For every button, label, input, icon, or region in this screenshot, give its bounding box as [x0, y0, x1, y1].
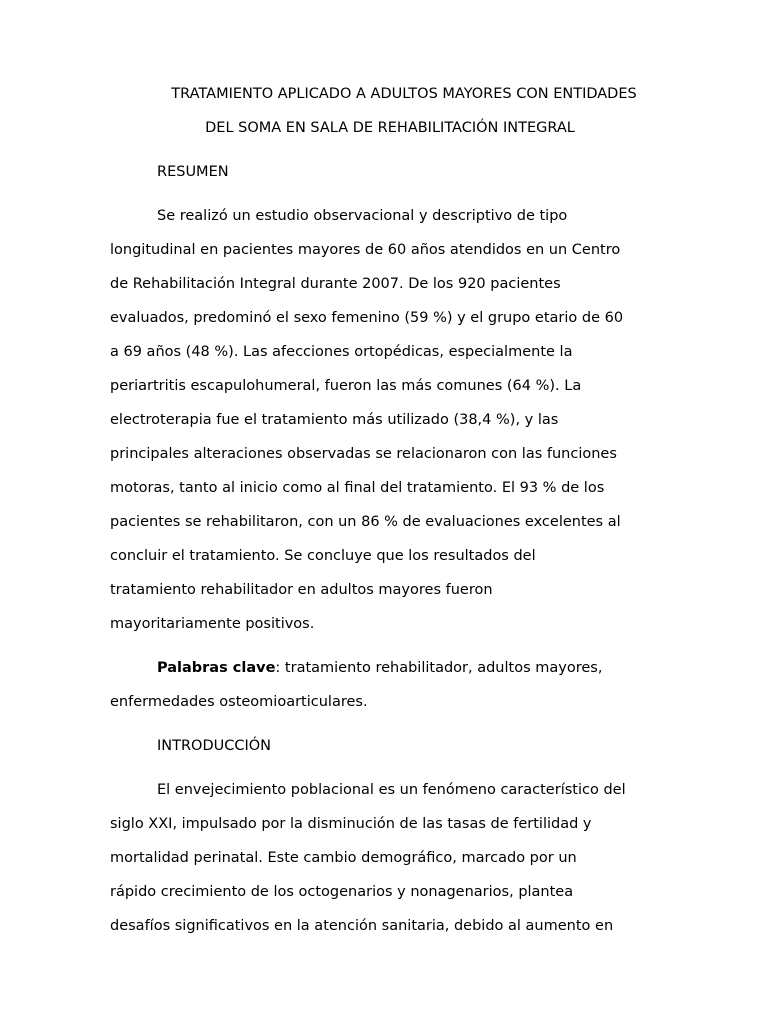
document-page	[110, 0, 670, 1024]
text-line: rápido crecimiento de los octogenarios y nonagenarios, plantea	[110, 884, 574, 900]
text-line: pacientes se rehabilitaron, con un 86 % de evaluaciones excelentes al	[110, 514, 621, 530]
text-line: mayoritariamente positivos.	[110, 616, 315, 632]
introduccion-heading: INTRODUCCIÓN	[157, 738, 272, 754]
keywords-text: : tratamiento rehabilitador, adultos mayores,	[275, 660, 603, 676]
keywords-label: Palabras clave	[157, 660, 276, 676]
document-title-line-1: TRATAMIENTO APLICADO A ADULTOS MAYORES CON ENTIDADES	[171, 86, 637, 102]
text-line: Se realizó un estudio observacional y descriptivo de tipo	[157, 208, 568, 224]
text-line: desafíos significativos en la atención sanitaria, debido al aumento en	[110, 918, 614, 934]
text-line: evaluados, predominó el sexo femenino (59 %) y el grupo etario de 60	[110, 310, 624, 326]
keywords-line-2: enfermedades osteomioarticulares.	[110, 694, 368, 710]
text-line: a 69 años (48 %). Las afecciones ortopédicas, especialmente la	[110, 344, 573, 360]
text-line: motoras, tanto al inicio como al final del tratamiento. El 93 % de los	[110, 480, 605, 496]
text-line: mortalidad perinatal. Este cambio demográfico, marcado por un	[110, 850, 577, 866]
text-line: El envejecimiento poblacional es un fenómeno característico del	[157, 782, 626, 798]
resumen-heading: RESUMEN	[157, 164, 229, 180]
text-line: periartritis escapulohumeral, fueron las más comunes (64 %). La	[110, 378, 582, 394]
text-line: principales alteraciones observadas se relacionaron con las funciones	[110, 446, 617, 462]
text-line: longitudinal en pacientes mayores de 60 años atendidos en un Centro	[110, 242, 621, 258]
text-line: electroterapia fue el tratamiento más utilizado (38,4 %), y las	[110, 412, 559, 428]
document-title-line-2: DEL SOMA EN SALA DE REHABILITACIÓN INTEGRAL	[205, 120, 575, 136]
text-line: tratamiento rehabilitador en adultos mayores fueron	[110, 582, 493, 598]
resumen-paragraph	[110, 199, 670, 641]
introduccion-paragraph	[110, 773, 670, 943]
text-line: siglo XXI, impulsado por la disminución de las tasas de fertilidad y	[110, 816, 592, 832]
keywords-line	[110, 651, 670, 685]
keywords-paragraph	[110, 651, 670, 719]
text-line: de Rehabilitación Integral durante 2007. De los 920 pacientes	[110, 276, 561, 292]
text-line: concluir el tratamiento. Se concluye que los resultados del	[110, 548, 536, 564]
